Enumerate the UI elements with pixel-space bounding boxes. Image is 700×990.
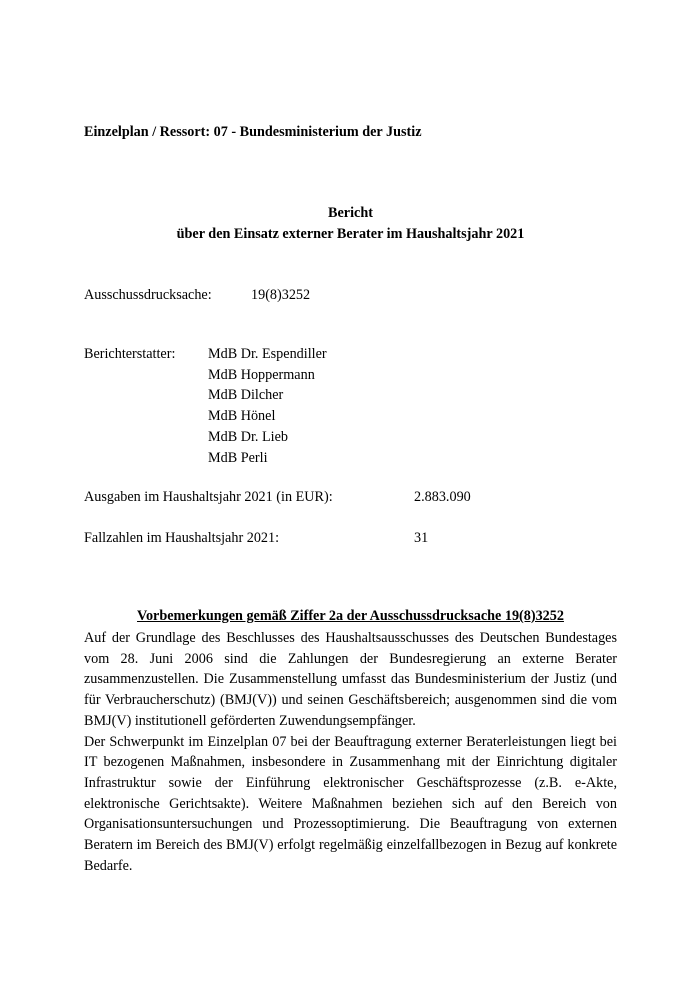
paragraph: Der Schwerpunkt im Einzelplan 07 bei der Beauftragung externer Beraterleistungen liegt bei IT bezogenen Maßnahmen, insbesondere in Zusammenhang mit der Einrichtung digitaler Infrastruktur sowie der Einführung elektronischer Geschäftsprozesse (z.B. e-Akte, elektronische Gerichtsakte). Weitere Maßnahmen beziehen sich auf den Bereich von Organisationsuntersuchungen und Prozessoptimierung. Die Beauftragung von externen Beratern im Bereich des BMJ(V) erfolgt regelmäßig einzelfallbezogen in Bezug auf konkrete Bedarfe.	[84, 733, 617, 874]
ausgaben-value: 2.883.090	[414, 489, 471, 505]
vorbemerkungen-body	[84, 628, 617, 876]
ausgaben-label: Ausgaben im Haushaltsjahr 2021 (in EUR):	[84, 489, 333, 505]
berichterstatter-item: MdB Hoppermann	[208, 366, 315, 383]
berichterstatter-label: Berichterstatter:	[84, 346, 176, 362]
einzelplan-heading: Einzelplan / Ressort: 07 - Bundesministerium der Justiz	[84, 124, 422, 140]
berichterstatter-item: MdB Dr. Espendiller	[208, 346, 327, 362]
fallzahlen-value: 31	[414, 530, 429, 546]
report-subtitle: über den Einsatz externer Berater im Haushaltsjahr 2021	[176, 226, 525, 242]
berichterstatter-item: MdB Hönel	[208, 408, 276, 425]
drucksache-value: 19(8)3252	[251, 287, 311, 303]
berichterstatter-list	[208, 344, 327, 468]
berichterstatter-item: MdB Dr. Lieb	[208, 428, 288, 445]
berichterstatter-item: MdB Dilcher	[208, 387, 284, 404]
paragraph: Auf der Grundlage des Beschlusses des Haushaltsausschusses des Deutschen Bundestages vom 28. Juni 2006 sind die Zahlungen der Bundesregierung an externe Berater zusammenzustellen. Die Zusammenstellung umfasst das Bundesministerium der Justiz (und für Verbraucherschutz) (BMJ(V)) und seinen Geschäftsbereich; ausgenommen sind die vom BMJ(V) institutionell geförderten Zuwendungsempfänger.	[84, 630, 617, 729]
report-title: Bericht	[328, 205, 373, 221]
berichterstatter-item: MdB Perli	[208, 449, 268, 466]
drucksache-label: Ausschussdrucksache:	[84, 287, 212, 303]
vorbemerkungen-heading: Vorbemerkungen gemäß Ziffer 2a der Ausschussdrucksache 19(8)3252	[137, 608, 564, 624]
fallzahlen-label: Fallzahlen im Haushaltsjahr 2021:	[84, 530, 280, 546]
